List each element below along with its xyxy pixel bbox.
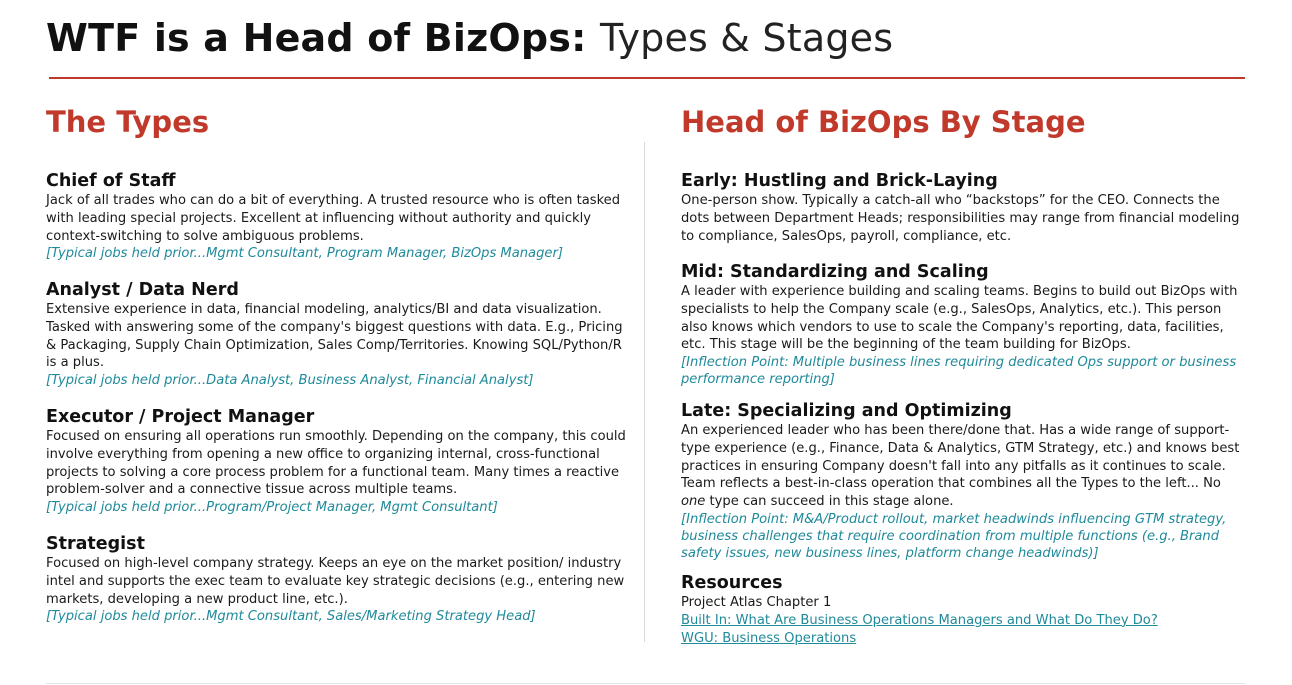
stages-column (681, 100, 1241, 646)
type-title: Analyst / Data Nerd (46, 280, 239, 300)
stage-description: A leader with experience building and scaling teams. Begins to build out BizOps with specialists to help the Company scale (e.g., SalesOps, Analytics, etc.). This person also knows which vendors to use to scale the Company's reporting, data, facilities, etc. This stage will be the beginning of the team building for BizOps. (681, 284, 1238, 353)
type-prior-jobs: [Typical jobs held prior...Program/Project Manager, Mgmt Consultant] (46, 500, 498, 516)
resource-link-wgu[interactable]: WGU: Business Operations (681, 630, 857, 646)
page-title-light: Types & Stages (599, 16, 894, 60)
type-description: Focused on ensuring all operations run smoothly. Depending on the company, this could involve everything from opening a new office to organizing internal, cross-functional projects to solving a core process problem for a functional team. Many times a reactive problem-solver and a connective tissue across multiple teams. (46, 429, 626, 498)
type-chief-of-staff (46, 170, 626, 262)
bottom-divider (46, 683, 1246, 684)
type-prior-jobs: [Typical jobs held prior...Mgmt Consultant, Program Manager, BizOps Manager] (46, 246, 563, 262)
stage-early (681, 170, 1241, 245)
type-title: Chief of Staff (46, 171, 176, 191)
type-executor-project-manager (46, 406, 626, 516)
type-title: Strategist (46, 534, 145, 554)
stage-description-text: An experienced leader who has been there/done that. Has a wide range of support-type experience (e.g., Finance, Data & Analytics, GTM Strategy, etc.) and knows best practices in ensuring Company doesn't fall into any pitfalls as it continues to scale. Team reflects a best-in-class operation that combines all the Types to the left... No (681, 423, 1240, 492)
stage-inflection-point: [Inflection Point: Multiple business lines requiring dedicated Ops support or business performance reporting] (681, 355, 1237, 388)
type-prior-jobs: [Typical jobs held prior...Data Analyst, Business Analyst, Financial Analyst] (46, 373, 534, 389)
resources-heading: Resources (681, 573, 783, 593)
type-title: Executor / Project Manager (46, 407, 315, 427)
type-description: Jack of all trades who can do a bit of everything. A trusted resource who is often tasked with leading special projects. Excellent at influencing without authority and quickly context-switching to solve ambiguous problems. (46, 193, 621, 244)
stage-title: Mid: Standardizing and Scaling (681, 262, 989, 282)
resource-link-built-in[interactable]: Built In: What Are Business Operations Managers and What Do They Do? (681, 612, 1158, 628)
type-analyst-data-nerd (46, 279, 626, 389)
stage-late (681, 400, 1241, 562)
type-description: Extensive experience in data, financial modeling, analytics/BI and data visualization. Tasked with answering some of the company's biggest questions with data. E.g., Pricing & Packaging, Supply Chain Optimization, Sales Comp/Territories. Knowing SQL/Python/R is a plus. (46, 302, 623, 371)
column-divider (644, 142, 645, 642)
stage-description-emphasis: one (681, 494, 706, 510)
stages-heading: Head of BizOps By Stage (681, 105, 1086, 139)
type-prior-jobs: [Typical jobs held prior...Mgmt Consultant, Sales/Marketing Strategy Head] (46, 609, 536, 625)
resource-project-atlas: Project Atlas Chapter 1 (681, 595, 832, 610)
stage-mid (681, 261, 1241, 388)
stage-inflection-point: [Inflection Point: M&A/Product rollout, market headwinds influencing GTM strategy, business challenges that require coordination from multiple functions (e.g., Brand safety issues, new business lines, platform change headwinds)] (681, 511, 1227, 561)
title-divider (49, 77, 1245, 79)
types-column (46, 100, 626, 625)
stage-title: Late: Specializing and Optimizing (681, 401, 1012, 421)
stage-title: Early: Hustling and Brick-Laying (681, 171, 998, 191)
stage-description: One-person show. Typically a catch-all who “backstops” for the CEO. Connects the dots between Department Heads; responsibilities may range from financial modeling to compliance, SalesOps, payroll, compliance, etc. (681, 193, 1240, 244)
page-title (46, 12, 893, 64)
stage-description (681, 422, 1241, 511)
type-description: Focused on high-level company strategy. Keeps an eye on the market position/ industry intel and supports the exec team to evaluate key strategic decisions (e.g., entering new markets, developing a new product line, etc.). (46, 556, 625, 607)
page-title-bold: WTF is a Head of BizOps: (46, 16, 587, 60)
type-strategist (46, 533, 626, 625)
resources-section (681, 572, 1158, 647)
stage-description-text-end: type can succeed in this stage alone. (705, 494, 954, 510)
types-heading: The Types (46, 105, 210, 139)
